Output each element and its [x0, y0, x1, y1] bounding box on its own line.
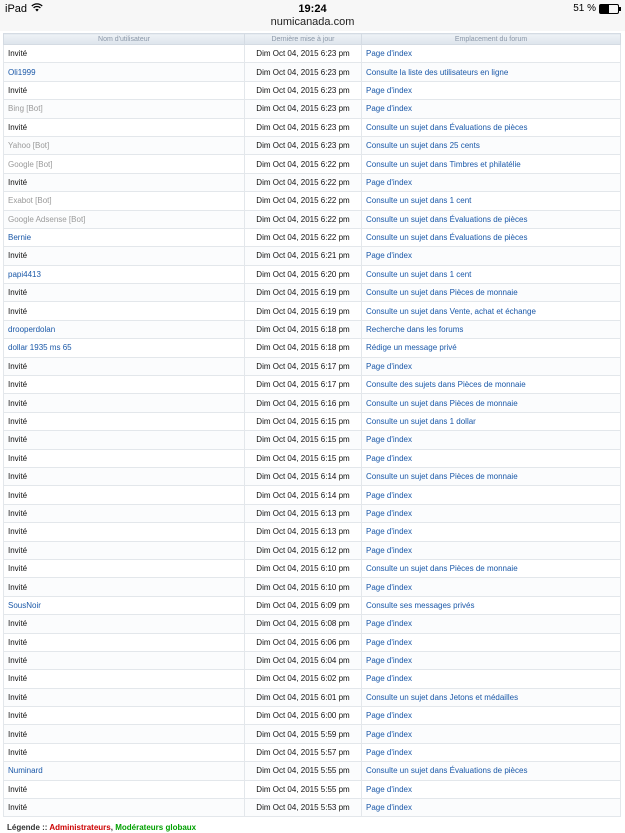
username-cell: Invité: [4, 780, 245, 798]
forum-location-link[interactable]: Consulte un sujet dans Évaluations de pièces: [362, 762, 621, 780]
last-update-cell: Dim Oct 04, 2015 6:15 pm: [245, 412, 362, 430]
ios-status-bar: [0, 0, 625, 31]
table-row: [4, 504, 621, 522]
username-cell: Google [Bot]: [4, 155, 245, 173]
forum-location-link[interactable]: Page d'index: [362, 173, 621, 191]
table-row: [4, 302, 621, 320]
status-right: [573, 3, 619, 14]
table-row: [4, 357, 621, 375]
table-row: [4, 63, 621, 81]
last-update-cell: Dim Oct 04, 2015 6:22 pm: [245, 228, 362, 246]
username-cell: Invité: [4, 247, 245, 265]
username-cell: Invité: [4, 615, 245, 633]
username-cell[interactable]: SousNoir: [4, 596, 245, 614]
table-row: [4, 192, 621, 210]
forum-location-link[interactable]: Page d'index: [362, 100, 621, 118]
username-cell: Invité: [4, 578, 245, 596]
last-update-cell: Dim Oct 04, 2015 6:14 pm: [245, 486, 362, 504]
last-update-cell: Dim Oct 04, 2015 6:23 pm: [245, 45, 362, 63]
table-row: [4, 431, 621, 449]
username-cell: Google Adsense [Bot]: [4, 210, 245, 228]
username-cell: Invité: [4, 118, 245, 136]
username-cell: Invité: [4, 559, 245, 577]
last-update-cell: Dim Oct 04, 2015 6:09 pm: [245, 596, 362, 614]
clock: 19:24: [298, 3, 327, 15]
table-row: [4, 780, 621, 798]
table-row: [4, 210, 621, 228]
forum-location-link[interactable]: Page d'index: [362, 81, 621, 99]
username-cell[interactable]: Bernie: [4, 228, 245, 246]
username-cell: Invité: [4, 486, 245, 504]
username-cell[interactable]: drooperdolan: [4, 320, 245, 338]
username-cell: Bing [Bot]: [4, 100, 245, 118]
legend-global-moderators[interactable]: Modérateurs globaux: [115, 823, 197, 832]
forum-location-link[interactable]: Consulte un sujet dans 25 cents: [362, 136, 621, 154]
username-cell: Invité: [4, 799, 245, 817]
forum-location-link[interactable]: Page d'index: [362, 578, 621, 596]
last-update-cell: Dim Oct 04, 2015 6:15 pm: [245, 449, 362, 467]
table-row: [4, 725, 621, 743]
last-update-cell: Dim Oct 04, 2015 6:15 pm: [245, 431, 362, 449]
table-row: [4, 45, 621, 63]
forum-location-link[interactable]: Page d'index: [362, 45, 621, 63]
table-row: [4, 412, 621, 430]
last-update-cell: Dim Oct 04, 2015 6:17 pm: [245, 357, 362, 375]
table-row: [4, 100, 621, 118]
forum-location-link[interactable]: Page d'index: [362, 449, 621, 467]
last-update-cell: Dim Oct 04, 2015 6:18 pm: [245, 320, 362, 338]
forum-location-link[interactable]: Consulte des sujets dans Pièces de monnaie: [362, 376, 621, 394]
forum-location-link[interactable]: Consulte un sujet dans 1 cent: [362, 265, 621, 283]
last-update-cell: Dim Oct 04, 2015 6:00 pm: [245, 707, 362, 725]
last-update-cell: Dim Oct 04, 2015 6:23 pm: [245, 118, 362, 136]
last-update-cell: Dim Oct 04, 2015 6:19 pm: [245, 284, 362, 302]
forum-location-link[interactable]: Page d'index: [362, 651, 621, 669]
username-cell: Invité: [4, 541, 245, 559]
table-row: [4, 81, 621, 99]
last-update-cell: Dim Oct 04, 2015 6:10 pm: [245, 578, 362, 596]
device-name: iPad: [5, 3, 28, 15]
forum-location-link[interactable]: Page d'index: [362, 247, 621, 265]
last-update-cell: Dim Oct 04, 2015 6:22 pm: [245, 173, 362, 191]
last-update-cell: Dim Oct 04, 2015 6:06 pm: [245, 633, 362, 651]
username-cell[interactable]: dollar 1935 ms 65: [4, 339, 245, 357]
last-update-cell: Dim Oct 04, 2015 5:53 pm: [245, 799, 362, 817]
table-row: [4, 651, 621, 669]
forum-location-link[interactable]: Page d'index: [362, 541, 621, 559]
legend-separator: ,: [110, 823, 113, 832]
forum-location-link[interactable]: Consulte ses messages privés: [362, 596, 621, 614]
last-update-cell: Dim Oct 04, 2015 6:01 pm: [245, 688, 362, 706]
legend: [7, 823, 196, 832]
legend-label: Légende ::: [7, 823, 48, 832]
username-cell: Invité: [4, 504, 245, 522]
forum-location-link[interactable]: Consulte un sujet dans 1 cent: [362, 192, 621, 210]
last-update-cell: Dim Oct 04, 2015 6:22 pm: [245, 210, 362, 228]
forum-location-link[interactable]: Consulte un sujet dans 1 dollar: [362, 412, 621, 430]
forum-location-link[interactable]: Page d'index: [362, 670, 621, 688]
username-cell: Invité: [4, 81, 245, 99]
forum-location-link[interactable]: Page d'index: [362, 725, 621, 743]
last-update-cell: Dim Oct 04, 2015 6:18 pm: [245, 339, 362, 357]
username-cell: Invité: [4, 412, 245, 430]
table-row: [4, 247, 621, 265]
table-row: [4, 376, 621, 394]
username-cell: Yahoo [Bot]: [4, 136, 245, 154]
table-row: [4, 615, 621, 633]
last-update-cell: Dim Oct 04, 2015 5:57 pm: [245, 743, 362, 761]
table-row: [4, 486, 621, 504]
table-row: [4, 339, 621, 357]
header-username[interactable]: Nom d'utilisateur: [4, 34, 245, 45]
forum-location-link[interactable]: Consulte un sujet dans Évaluations de pièces: [362, 228, 621, 246]
table-row: [4, 670, 621, 688]
last-update-cell: Dim Oct 04, 2015 5:59 pm: [245, 725, 362, 743]
table-row: [4, 578, 621, 596]
forum-location-link[interactable]: Page d'index: [362, 357, 621, 375]
last-update-cell: Dim Oct 04, 2015 5:55 pm: [245, 780, 362, 798]
last-update-cell: Dim Oct 04, 2015 6:22 pm: [245, 155, 362, 173]
forum-location-link[interactable]: Page d'index: [362, 799, 621, 817]
username-cell: Invité: [4, 173, 245, 191]
table-row: [4, 688, 621, 706]
table-row: [4, 467, 621, 485]
username-cell: Invité: [4, 688, 245, 706]
address-bar[interactable]: numicanada.com: [270, 16, 355, 28]
battery-percent: 51 %: [573, 3, 596, 14]
forum-location-link[interactable]: Consulte un sujet dans Pièces de monnaie: [362, 467, 621, 485]
username-cell: Invité: [4, 431, 245, 449]
table-row: [4, 559, 621, 577]
last-update-cell: Dim Oct 04, 2015 6:10 pm: [245, 559, 362, 577]
username-cell: Invité: [4, 633, 245, 651]
last-update-cell: Dim Oct 04, 2015 6:16 pm: [245, 394, 362, 412]
table-row: [4, 136, 621, 154]
table-body: [4, 45, 621, 817]
last-update-cell: Dim Oct 04, 2015 6:14 pm: [245, 467, 362, 485]
username-cell: Invité: [4, 743, 245, 761]
username-cell: Invité: [4, 670, 245, 688]
username-cell: Invité: [4, 651, 245, 669]
forum-location-link[interactable]: Rédige un message privé: [362, 339, 621, 357]
forum-location-link[interactable]: Page d'index: [362, 486, 621, 504]
forum-location-link[interactable]: Page d'index: [362, 707, 621, 725]
username-cell: Invité: [4, 376, 245, 394]
forum-location-link[interactable]: Page d'index: [362, 504, 621, 522]
last-update-cell: Dim Oct 04, 2015 6:13 pm: [245, 523, 362, 541]
table-row: [4, 394, 621, 412]
table-row: [4, 541, 621, 559]
forum-location-link[interactable]: Consulte un sujet dans Timbres et philatélie: [362, 155, 621, 173]
table-row: [4, 118, 621, 136]
username-cell[interactable]: Oli1999: [4, 63, 245, 81]
header-last-update[interactable]: Dernière mise à jour: [245, 34, 362, 45]
last-update-cell: Dim Oct 04, 2015 6:19 pm: [245, 302, 362, 320]
username-cell: Invité: [4, 449, 245, 467]
forum-location-link[interactable]: Consulte un sujet dans Vente, achat et échange: [362, 302, 621, 320]
forum-location-link[interactable]: Consulte un sujet dans Évaluations de pièces: [362, 118, 621, 136]
table-row: [4, 173, 621, 191]
username-cell: Invité: [4, 302, 245, 320]
forum-location-link[interactable]: Consulte un sujet dans Jetons et médailles: [362, 688, 621, 706]
forum-location-link[interactable]: Consulte un sujet dans Pièces de monnaie: [362, 284, 621, 302]
last-update-cell: Dim Oct 04, 2015 6:20 pm: [245, 265, 362, 283]
forum-location-link[interactable]: Consulte un sujet dans Pièces de monnaie: [362, 394, 621, 412]
table-row: [4, 284, 621, 302]
forum-location-link[interactable]: Page d'index: [362, 615, 621, 633]
forum-location-link[interactable]: Consulte la liste des utilisateurs en ligne: [362, 63, 621, 81]
username-cell: Invité: [4, 467, 245, 485]
last-update-cell: Dim Oct 04, 2015 6:22 pm: [245, 192, 362, 210]
forum-location-link[interactable]: Page d'index: [362, 743, 621, 761]
table-row: [4, 155, 621, 173]
username-cell[interactable]: Numinard: [4, 762, 245, 780]
table-row: [4, 762, 621, 780]
username-cell: Invité: [4, 707, 245, 725]
last-update-cell: Dim Oct 04, 2015 6:02 pm: [245, 670, 362, 688]
username-cell: Invité: [4, 357, 245, 375]
table-row: [4, 449, 621, 467]
username-cell[interactable]: papi4413: [4, 265, 245, 283]
last-update-cell: Dim Oct 04, 2015 6:23 pm: [245, 63, 362, 81]
username-cell: Invité: [4, 523, 245, 541]
table-row: [4, 633, 621, 651]
last-update-cell: Dim Oct 04, 2015 6:23 pm: [245, 136, 362, 154]
table-row: [4, 799, 621, 817]
last-update-cell: Dim Oct 04, 2015 6:04 pm: [245, 651, 362, 669]
username-cell: Invité: [4, 284, 245, 302]
battery-icon: [599, 4, 619, 14]
table-row: [4, 707, 621, 725]
last-update-cell: Dim Oct 04, 2015 6:08 pm: [245, 615, 362, 633]
forum-location-link[interactable]: Consulte un sujet dans Évaluations de pièces: [362, 210, 621, 228]
forum-location-link[interactable]: Page d'index: [362, 431, 621, 449]
table-row: [4, 743, 621, 761]
header-forum-location: Emplacement du forum: [362, 34, 621, 45]
forum-location-link[interactable]: Page d'index: [362, 523, 621, 541]
last-update-cell: Dim Oct 04, 2015 5:55 pm: [245, 762, 362, 780]
table-header-row: [4, 34, 621, 45]
table-row: [4, 265, 621, 283]
table-row: [4, 228, 621, 246]
username-cell: Invité: [4, 725, 245, 743]
last-update-cell: Dim Oct 04, 2015 6:13 pm: [245, 504, 362, 522]
last-update-cell: Dim Oct 04, 2015 6:23 pm: [245, 100, 362, 118]
forum-location-link[interactable]: Page d'index: [362, 633, 621, 651]
online-users-table-wrap: [3, 33, 621, 817]
last-update-cell: Dim Oct 04, 2015 6:23 pm: [245, 81, 362, 99]
table-row: [4, 596, 621, 614]
last-update-cell: Dim Oct 04, 2015 6:17 pm: [245, 376, 362, 394]
table-row: [4, 523, 621, 541]
forum-location-link[interactable]: Consulte un sujet dans Pièces de monnaie: [362, 559, 621, 577]
last-update-cell: Dim Oct 04, 2015 6:12 pm: [245, 541, 362, 559]
username-cell: Invité: [4, 45, 245, 63]
table-row: [4, 320, 621, 338]
last-update-cell: Dim Oct 04, 2015 6:21 pm: [245, 247, 362, 265]
legend-administrators[interactable]: Administrateurs: [49, 823, 111, 832]
online-users-table: [3, 33, 621, 817]
username-cell: Exabot [Bot]: [4, 192, 245, 210]
battery-level: [600, 5, 609, 13]
username-cell: Invité: [4, 394, 245, 412]
forum-location-link[interactable]: Page d'index: [362, 780, 621, 798]
forum-location-link[interactable]: Recherche dans les forums: [362, 320, 621, 338]
